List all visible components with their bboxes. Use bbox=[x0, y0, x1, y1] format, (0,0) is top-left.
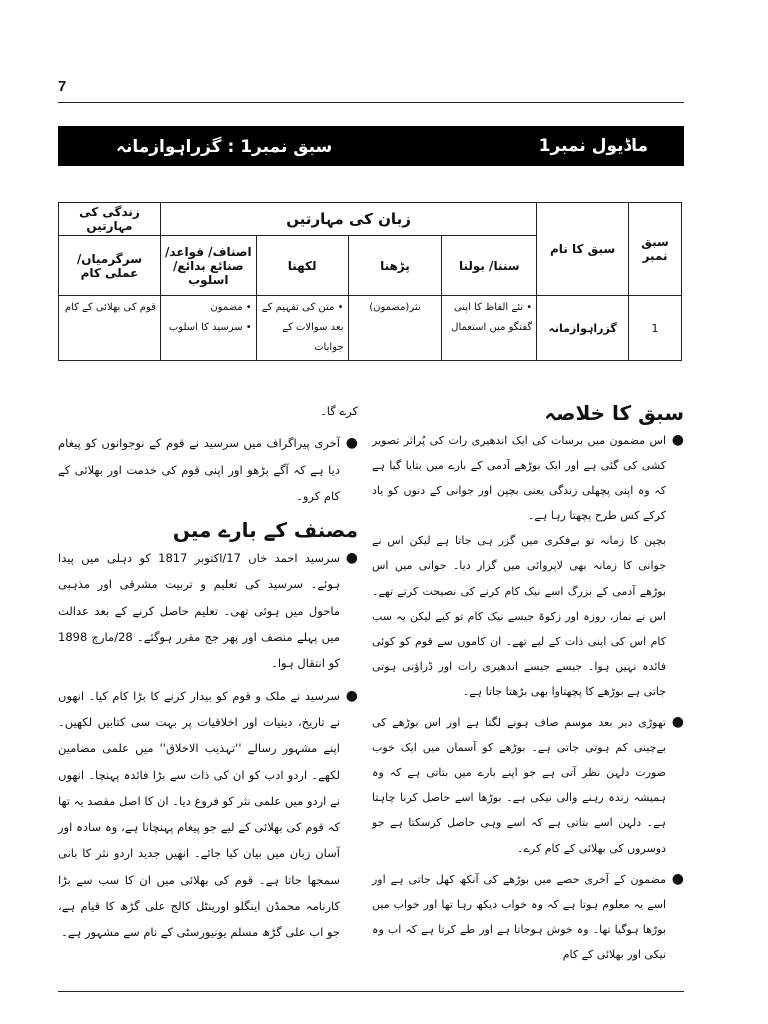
summary-bullet-1: اس مضمون میں برسات کی ایک اندھیری رات کی پُراثر تصویر کشی کی گئی ہے اور ایک بوڑھے آدمی کے بارے میں بتایا گیا ہے کہ وہ اپنی پچھلی زندگی یعنی بچپن اور جوانی کے دنوں کو یاد کرکے کس طرح پچھتا رہا ہے۔ bbox=[372, 434, 666, 523]
lesson-title: سبق نمبر1 : گزراہوازمانہ bbox=[116, 136, 333, 157]
cell-lesson-name: گزراہوازمانہ bbox=[537, 296, 629, 361]
summary-bullet-4: آخری پیراگراف میں سرسید نے قوم کے نوجوانوں کو پیغام دیا ہے کہ آگے بڑھو اور اپنی قوم کی خدمت اور بھلائی کے کام کرو۔ bbox=[58, 436, 340, 503]
cell-activities: قوم کی بھلائی کے کام bbox=[59, 296, 161, 361]
bullet-icon: ● bbox=[671, 432, 684, 448]
genre-essay: • مضمون bbox=[210, 302, 252, 313]
list-item bbox=[58, 683, 358, 946]
header-lesson-name: سبق کا نام bbox=[537, 203, 629, 296]
genre-style: • سرسید کا اسلوب bbox=[168, 322, 252, 333]
skills-table bbox=[58, 202, 682, 361]
header-listen-speak: سننا/ بولنا bbox=[442, 236, 537, 296]
page-number: 7 bbox=[58, 78, 67, 95]
bullet-icon: ● bbox=[345, 550, 358, 567]
bullet-icon: ● bbox=[345, 435, 358, 452]
module-banner bbox=[58, 126, 684, 166]
list-item bbox=[58, 545, 358, 676]
footer-rule bbox=[58, 991, 684, 992]
summary-paragraph-1: بچپن کا زمانہ تو بےفکری میں گزر ہی جاتا ہے لیکن اس نے جوانی کا زمانہ بھی لاپروائی میں گزار دیا۔ جوانی میں اس بوڑھے آدمی کے بزرگ اسے نیک کام کرنے کی نصیحت کرتے تھے۔ اس نے نماز، روزہ اور زکوۃ جیسے نیک کام تو کیے لیکن یہ سب کام اس کی اپنی ذات کے لیے تھے۔ ان کاموں سے قوم کو کوئی فائدہ نہیں ہوا۔ جیسے جیسے اندھیری رات اور ڈراؤنی ہوتی جاتی ہے بوڑھے کا پچھتاوا بھی بڑھتا جاتا ہے۔ bbox=[372, 534, 666, 698]
header-lesson-no: سبق نمبر bbox=[629, 203, 682, 296]
cell-lesson-no: 1 bbox=[629, 296, 682, 361]
header-rule bbox=[58, 102, 684, 103]
summary-continuation: کرے گا۔ bbox=[320, 404, 358, 418]
summary-bullet-2: تھوڑی دیر بعد موسم صاف ہونے لگتا ہے اور اس بوڑھے کی بےچینی کم ہوتی جاتی ہے۔ بوڑھے کو آسمان میں ایک خوب صورت دلہن نظر آتی ہے جو اپنے بارے میں بتاتی ہے کہ وہ ہمیشہ زندہ رہنے والی نیکی ہے۔ بوڑھا اسے حاصل کرنا چاہتا ہے۔ دلہن اسے بتاتی ہے کہ اسے وہی حاصل کرسکتا ہے جو دوسروں کی بھلائی کے کام کرے۔ bbox=[372, 716, 666, 855]
cell-genres bbox=[160, 296, 256, 361]
header-read: پڑھنا bbox=[348, 236, 442, 296]
cell-write: • متن کی تفہیم کے بعد سوالات کے جوابات bbox=[256, 296, 348, 361]
bullet-icon: ● bbox=[671, 870, 684, 887]
summary-column bbox=[372, 398, 684, 973]
header-life-skills: زندگی کی مہارتیں bbox=[59, 203, 161, 236]
author-bullet-2: سرسید نے ملک و قوم کو بیدار کرنے کا بڑا کام کیا۔ انھوں نے تاریخ، دینیات اور اخلاقیات پر بہت سی کتابیں لکھیں۔ اپنے مشہور رسالے ''تہذیب الاخلاق'' میں علمی مضامین لکھے۔ اردو ادب کو ان کی ذات سے بڑا فائدہ پہنچا۔ انھوں نے اردو میں علمی نثر کو فروغ دیا۔ ان کا اصل مقصد یہ تھا کہ قوم کی بھلائی کے لیے جو پیغام پہنچانا ہے، وہ سادہ اور آسان زبان میں بیان کیا جائے۔ انھیں جدید اردو نثر کا بانی سمجھا جاتا ہے۔ قوم کی بھلائی میں ان کا سب سے بڑا کارنامہ محمڈن اینگلو اورینٹل کالج علی گڑھ کا قیام ہے، جو اب علی گڑھ مسلم یونیورسٹی کے نام سے مشہور ہے۔ bbox=[58, 688, 340, 940]
summary-heading: سبق کا خلاصہ bbox=[544, 401, 684, 425]
list-item bbox=[372, 710, 684, 861]
bullet-icon: ● bbox=[671, 714, 684, 731]
cell-listen: • نئے الفاظ کا اپنی گفتگو میں استعمال bbox=[442, 296, 537, 361]
author-column bbox=[58, 398, 358, 952]
summary-bullet-3: مضمون کے آخری حصے میں بوڑھے کی آنکھ کھل جاتی ہے اور اسے یہ معلوم ہوتا ہے کہ وہ خواب دیکھ رہا تھا اور خواب میں بوڑھا ہوگیا تھا۔ وہ خوش ہوجاتا ہے اور طے کرتا ہے کہ اب وہ نیکی اور بھلائی کے کام bbox=[372, 872, 666, 961]
bullet-icon: ● bbox=[345, 687, 358, 704]
list-item bbox=[372, 428, 684, 704]
author-heading: مصنف کے بارے میں bbox=[172, 518, 358, 543]
header-language-skills: زبان کی مہارتیں bbox=[160, 203, 536, 236]
author-bullet-1: سرسید احمد خاں 17/اکتوبر 1817 کو دہلی میں پیدا ہوئے۔ سرسید کی تعلیم و تربیت مشرقی اور مذہبی ماحول میں ہوئی تھی۔ تعلیم حاصل کرنے کے بعد عدالت میں پہلے منصف اور پھر جج مقرر ہوگئے۔ 28/مارچ 1898 کو انتقال ہوا۔ bbox=[58, 551, 340, 671]
list-item bbox=[372, 867, 684, 967]
cell-read: نثر(مضمون) bbox=[348, 296, 442, 361]
header-activities: سرگرمیاں/ عملی کام bbox=[59, 236, 161, 296]
header-genres: اصناف/ قواعد/صنائع بدائع/ اسلوب bbox=[160, 236, 256, 296]
module-title: ماڈیول نمبر1 bbox=[538, 136, 648, 156]
list-item bbox=[58, 430, 358, 509]
header-write: لکھنا bbox=[256, 236, 348, 296]
